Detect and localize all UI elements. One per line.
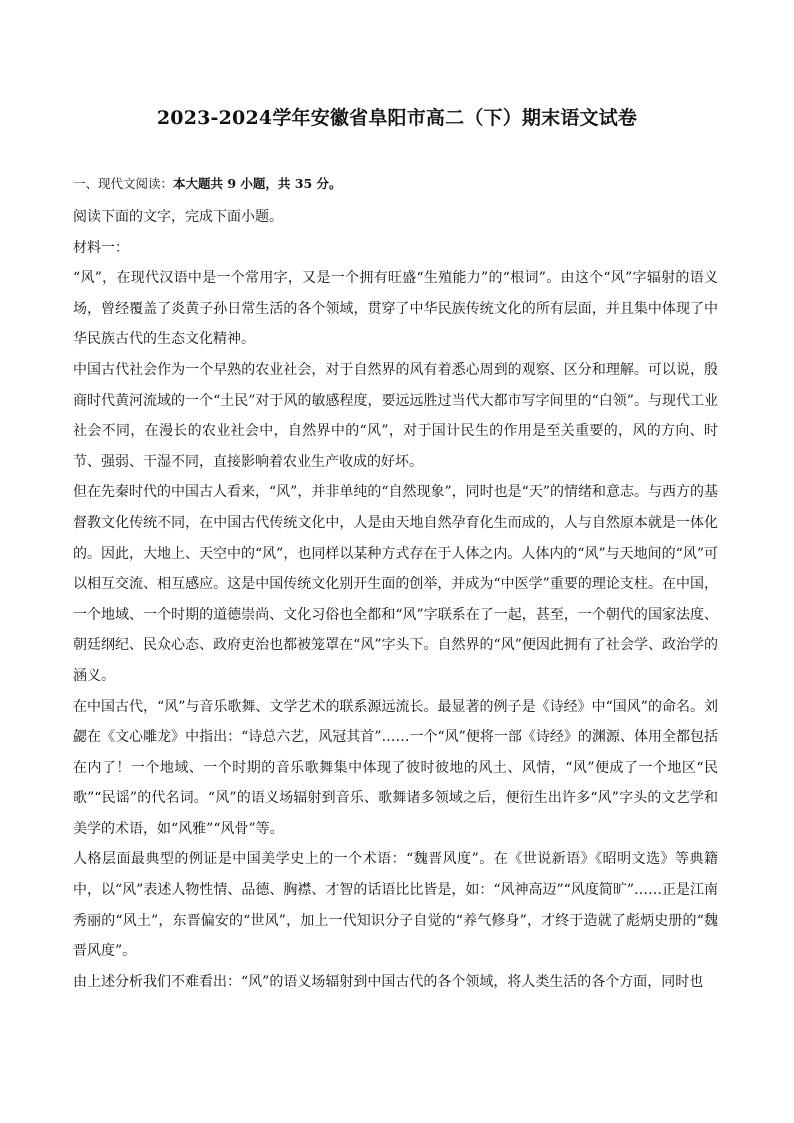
page-title: 2023-2024学年安徽省阜阳市高二（下）期末语文试卷 — [156, 107, 638, 129]
paragraph-6: 由上述分析我们不难看出：“风”的语义场辐射到中国古代的各个领域，将人类生活的各个方面，同时也 — [73, 973, 704, 990]
section-detail: 本大题共 9 小题，共 35 分。 — [173, 176, 342, 191]
material-label: 材料一： — [73, 239, 129, 256]
instruction-text: 阅读下面的文字，完成下面小题。 — [73, 209, 283, 225]
paragraph-3: 但在先秦时代的中国古人看来，“风”，并非单纯的“自然现象”，同时也是“天”的情绪和意志。与西方的基督教文化传统不同，在中国古代传统文化中，人是由天地自然孕育化生而成的，人与自然原本就是一体化的。因此，大地上、天空中的“风”，也同样以某种方式存在于人体之内。人体内的“风”与天地间的“风”可以相互交流、相互感应。这是中国传统文化别开生面的创举，并成为“中医学”重要的理论支柱。在中国，一个地域、一个时期的道德崇尚、文化习俗也全都和“风”字联系在了一起，甚至，一个朝代的国家法度、朝廷纲纪、民众心态、政府吏治也都被笼罩在“风”字头下。自然界的“风”便因此拥有了社会学、政治学的涵义。 — [73, 484, 718, 684]
section-heading — [73, 174, 723, 194]
section-prefix: 一、现代文阅读： — [73, 176, 174, 191]
paragraph-2: 中国古代社会作为一个早熟的农业社会，对于自然界的风有着悉心周到的观察、区分和理解。可以说，殷商时代黄河流域的一个“土民”对于风的敏感程度，要远远胜过当代大都市写字间里的“白领”。与现代工业社会不同，在漫长的农业社会中，自然界中的“风”，对于国计民生的作用是至关重要的，风的方向、时节、强弱、干湿不同，直接影响着农业生产收成的好坏。 — [73, 361, 718, 470]
paragraph-5: 人格层面最典型的例证是中国美学史上的一个术语：“魏晋风度”。在《世说新语》《昭明文选》等典籍中，以“风”表述人物性情、品德、胸襟、才智的话语比比皆是，如：“风神高迈”“风度简旷”……正是江南秀丽的“风土”，东晋偏安的“世风”，加上一代知识分子自觉的“养气修身”，才终于造就了彪炳史册的“魏晋风度”。 — [73, 851, 718, 960]
reading-passage — [73, 202, 718, 997]
paragraph-1: “风”，在现代汉语中是一个常用字，又是一个拥有旺盛“生殖能力”的“根词”。由这个“风”字辐射的语义场，曾经覆盖了炎黄子孙日常生活的各个领域，贯穿了中华民族传统文化的所有层面，并且集中体现了中华民族古代的生态文化精神。 — [73, 270, 718, 348]
paragraph-4: 在中国古代，“风”与音乐歌舞、文学艺术的联系源远流长。最显著的例子是《诗经》中“国风”的命名。刘勰在《文心雕龙》中指出：“诗总六艺，风冠其首”……一个“风”便将一部《诗经》的渊源、体用全都包括在内了！一个地域、一个时期的音乐歌舞集中体现了彼时彼地的风土、风情，“风”便成了一个地区“民歌”“民谣”的代名词。“风”的语义场辐射到音乐、歌舞诸多领域之后，便衍生出许多“风”字头的文艺学和美学的术语，如“风雅”“风骨”等。 — [73, 698, 718, 837]
